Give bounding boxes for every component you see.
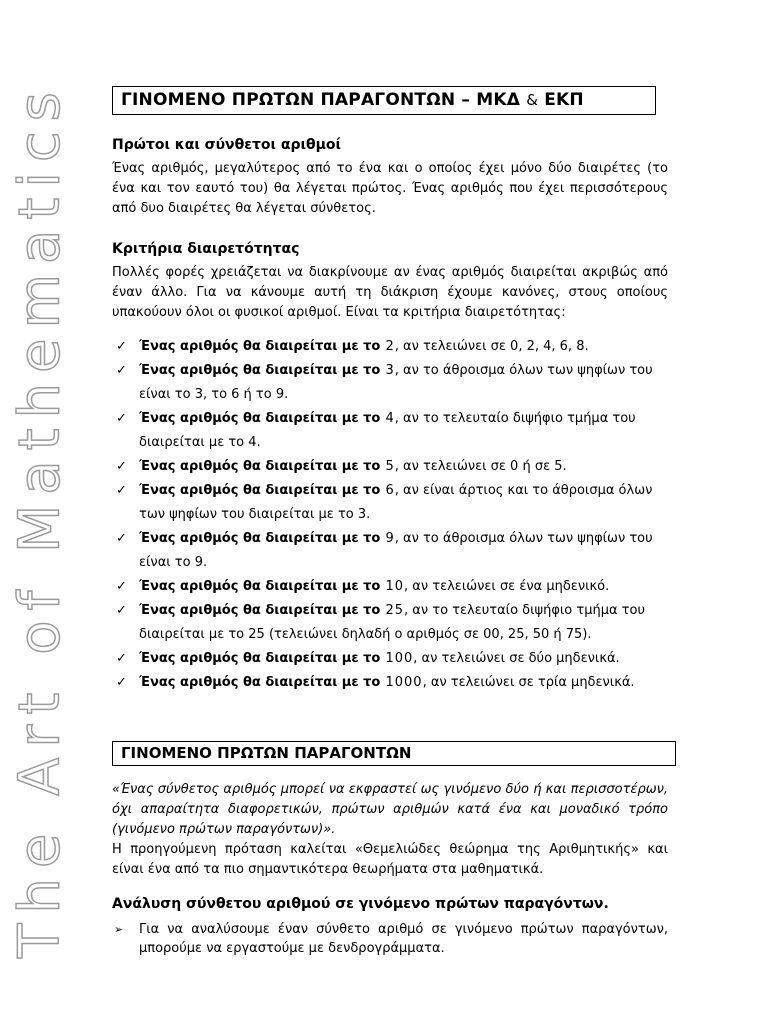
rule-text: , αν τελειώνει σε 0, 2, 4, 6, 8.: [394, 339, 589, 354]
list-item: [112, 599, 668, 647]
list-item: [112, 479, 668, 527]
document-page: [112, 86, 668, 958]
title-tail: ΕΚΠ: [538, 90, 584, 110]
arrow-bullet-icon: ➢: [114, 923, 124, 936]
rule-number: 2: [380, 339, 395, 354]
list-item: [112, 335, 668, 359]
section-title-prime-factors: ΓΙΝΟΜΕΝΟ ΠΡΩΤΩΝ ΠΑΡΑΓΟΝΤΩΝ: [112, 741, 676, 766]
rule-number: 9: [380, 531, 395, 546]
rule-number: 1000: [380, 675, 423, 690]
check-icon: ✓: [116, 339, 127, 354]
rule-lead: Ένας αριθμός θα διαιρείται με το: [139, 603, 381, 618]
title-main: ΓΙΝΟΜΕΝΟ ΠΡΩΤΩΝ ΠΑΡΑΓΟΝΤΩΝ – ΜΚΔ: [121, 90, 527, 110]
divisibility-paragraph: Πολλές φορές χρειάζεται να διακρίνουμε αν ένας αριθμός διαιρείται ακριβώς από έναν άλλο. Για να κάνουμε αυτή τη διάκριση έχουμε κανόνες, στους οποίους υπακούουν όλοι οι φυσικοί αριθμοί. Είναι τα κριτήρια διαιρετότητας:: [112, 265, 668, 320]
section-heading-decomposition: Ανάλυση σύνθετου αριθμού σε γινόμενο πρώτων παραγόντων.: [112, 896, 609, 912]
list-item: [112, 527, 668, 575]
check-icon: ✓: [116, 459, 127, 474]
check-icon: ✓: [116, 483, 127, 498]
rule-number: 3: [380, 363, 395, 378]
rule-text: , αν τελειώνει σε ένα μηδενικό.: [404, 579, 610, 594]
rule-text: , αν τελειώνει σε 0 ή σε 5.: [394, 459, 567, 474]
decomposition-list: [112, 920, 668, 958]
rule-number: 100: [380, 651, 414, 666]
sidebar-watermark: [0, 82, 80, 958]
rule-lead: Ένας αριθμός θα διαιρείται με το: [139, 675, 381, 690]
divisibility-rules-list: [112, 335, 668, 695]
section-heading-divisibility: Κριτήρια διαιρετότητας: [112, 241, 300, 257]
list-item: [112, 455, 668, 479]
check-icon: ✓: [116, 363, 127, 378]
check-icon: ✓: [116, 603, 127, 618]
rule-lead: Ένας αριθμός θα διαιρείται με το: [139, 339, 381, 354]
rule-lead: Ένας αριθμός θα διαιρείται με το: [139, 363, 381, 378]
list-item: [112, 920, 668, 958]
rule-text: , αν το τελευταίο διψήφιο τμήμα του διαιρείται με το 4.: [139, 411, 636, 450]
rule-lead: Ένας αριθμός θα διαιρείται με το: [139, 651, 381, 666]
check-icon: ✓: [116, 675, 127, 690]
title-amp: &: [526, 91, 539, 109]
check-icon: ✓: [116, 651, 127, 666]
sidebar-title: The Art of Mathematics: [7, 82, 73, 958]
rule-lead: Ένας αριθμός θα διαιρείται με το: [139, 483, 381, 498]
list-item: [112, 359, 668, 407]
rule-text: , αν το άθροισμα όλων των ψηφίων του είναι το 3, το 6 ή το 9.: [139, 363, 653, 402]
rule-text: , αν τελειώνει σε δύο μηδενικά.: [413, 651, 620, 666]
list-item: [112, 671, 668, 695]
page-title: [112, 86, 656, 115]
rule-text: , αν είναι άρτιος και το άθροισμα όλων των ψηφίων του διαιρείται με το 3.: [139, 483, 653, 522]
check-icon: ✓: [116, 579, 127, 594]
rule-number: 25: [380, 603, 405, 618]
rule-lead: Ένας αριθμός θα διαιρείται με το: [139, 459, 381, 474]
list-item: [112, 575, 668, 599]
check-icon: ✓: [116, 531, 127, 546]
rule-text: , αν το τελευταίο διψήφιο τμήμα του διαιρείται με το 25 (τελειώνει δηλαδή ο αριθμός σε 00, 25, 50 ή 75).: [139, 603, 645, 642]
rule-number: 6: [380, 483, 395, 498]
rule-lead: Ένας αριθμός θα διαιρείται με το: [139, 411, 381, 426]
rule-lead: Ένας αριθμός θα διαιρείται με το: [139, 579, 381, 594]
theorem-quote: «Ένας σύνθετος αριθμός μπορεί να εκφραστεί ως γινόμενο δύο ή και περισσοτέρων, όχι απαραίτητα διαφορετικών, πρώτων αριθμών κατά ένα και μοναδικό τρόπο (γινόμενο πρώτων παραγόντων)».: [112, 782, 668, 837]
rule-number: 5: [380, 459, 395, 474]
rule-number: 4: [380, 411, 395, 426]
bullet-text: Για να αναλύσουμε έναν σύνθετο αριθμό σε γινόμενο πρώτων παραγόντων, μπορούμε να εργαστούμε με δενδρογράμματα.: [139, 922, 668, 956]
check-icon: ✓: [116, 411, 127, 426]
rule-lead: Ένας αριθμός θα διαιρείται με το: [139, 531, 381, 546]
theorem-paragraph: Η προηγούμενη πρόταση καλείται «Θεμελιώδες θεώρημα της Αριθμητικής» και είναι ένα από τα πιο σημαντικότερα θεωρήματα στα μαθηματικά.: [112, 842, 668, 877]
rule-number: 10: [380, 579, 405, 594]
list-item: [112, 407, 668, 455]
list-item: [112, 647, 668, 671]
section-heading-primes: Πρώτοι και σύνθετοι αριθμοί: [112, 137, 341, 153]
rule-text: , αν τελειώνει σε τρία μηδενικά.: [422, 675, 635, 690]
primes-paragraph: Ένας αριθμός, μεγαλύτερος από το ένα και ο οποίος έχει μόνο δύο διαιρέτες (το ένα και τον εαυτό του) θα λέγεται πρώτος. Ένας αριθμός που έχει περισσότερους από δυο διαιρέτες θα λέγεται σύνθετος.: [112, 161, 668, 216]
rule-text: , αν το άθροισμα όλων των ψηφίων του είναι το 9.: [139, 531, 653, 570]
